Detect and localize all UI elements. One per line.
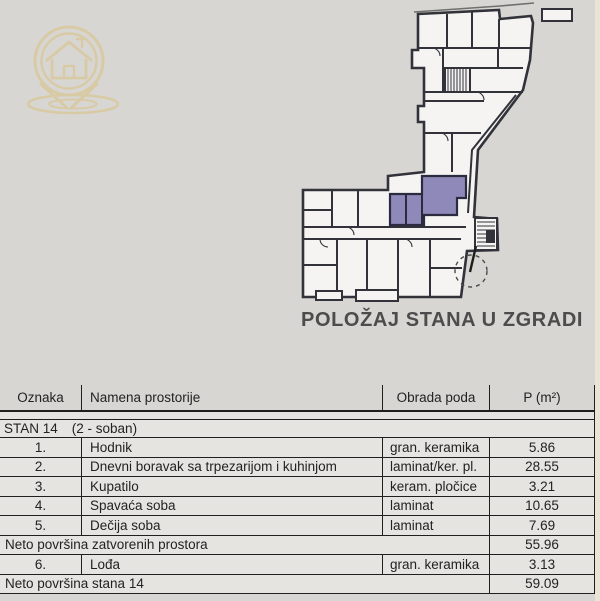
summary-area: 59.09 <box>525 576 559 592</box>
room-name: Spavaća soba <box>82 497 383 516</box>
room-name: Dečija soba <box>82 516 383 535</box>
room-area: 10.65 <box>525 498 559 514</box>
room-floor: gran. keramika <box>383 438 490 457</box>
building-entrance-steps <box>475 218 497 250</box>
table-row <box>0 458 595 478</box>
room-name: Kupatilo <box>82 477 383 496</box>
room-floor: laminat <box>383 497 490 516</box>
roof-stub <box>542 9 572 21</box>
room-name: Dnevni boravak sa trpezarijom i kuhinjom <box>82 458 383 477</box>
table-row <box>0 555 595 575</box>
summary-row-total <box>0 575 595 595</box>
table-row <box>0 438 595 458</box>
apartment-group-row <box>0 420 595 438</box>
apartment-label: STAN 14 <box>4 421 58 436</box>
room-area: 28.55 <box>525 459 559 475</box>
room-number: 1. <box>0 438 82 457</box>
room-number: 3. <box>0 477 82 496</box>
table-row <box>0 516 595 536</box>
room-number: 6. <box>0 555 82 574</box>
table-row <box>0 477 595 497</box>
header-oznaka: Oznaka <box>0 385 82 410</box>
room-name: Lođa <box>82 555 383 574</box>
table-row <box>0 497 595 517</box>
room-number: 4. <box>0 497 82 516</box>
plan-caption: POLOŽAJ STANA U ZGRADI <box>301 309 584 331</box>
room-number: 5. <box>0 516 82 535</box>
room-floor: keram. pločice <box>383 477 490 496</box>
room-name: Hodnik <box>82 438 383 457</box>
room-area: 3.21 <box>528 478 556 494</box>
room-floor: laminat/ker. pl. <box>383 458 490 477</box>
header-obrada: Obrada poda <box>383 385 490 410</box>
house-location-pin-icon <box>28 27 118 113</box>
room-area: 5.86 <box>528 439 556 455</box>
apartment-type-label: (2 - soban) <box>71 421 138 436</box>
summary-label: Neto površina stana 14 <box>0 575 490 594</box>
areas-table <box>0 385 595 594</box>
summary-area: 55.96 <box>525 537 559 553</box>
summary-row-closed <box>0 536 595 556</box>
room-area: 3.13 <box>528 556 556 572</box>
room-rows <box>0 438 595 536</box>
header-povrsina: P (m²) <box>523 390 561 405</box>
balcony <box>356 290 398 301</box>
spacer-row <box>0 412 595 420</box>
summary-label: Neto površina zatvorenih prostora <box>0 536 490 555</box>
table-header-row <box>0 385 595 412</box>
room-area: 7.69 <box>528 517 556 533</box>
room-floor: laminat <box>383 516 490 535</box>
room-floor: gran. keramika <box>383 555 490 574</box>
balcony <box>316 291 342 300</box>
room-number: 2. <box>0 458 82 477</box>
header-namena: Namena prostorije <box>82 385 383 410</box>
